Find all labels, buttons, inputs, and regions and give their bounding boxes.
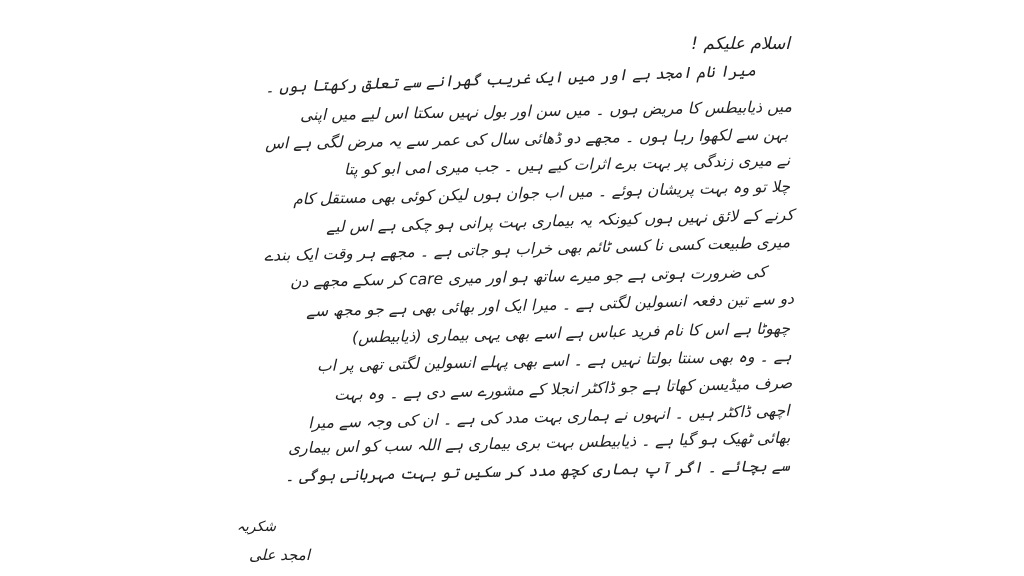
letter-signature: امجد علی [249, 546, 310, 564]
letter-line: اچھی ڈاکٹر ہیں ۔ انہوں نے ہماری بہت مدد کی ہے ۔ ان کی وجہ سے میرا [308, 401, 791, 433]
letter-line: سے بچائے ۔ اگر آپ ہماری کچھ مدد کر سکیں تو بہت مہربانی ہوگی ۔ [284, 456, 791, 486]
letter-line: چھوٹا ہے اس کا نام فرید عباس ہے اسے بھی یہی بیماری (ذیابیطس) [351, 319, 791, 347]
letter-line: میرا نام امجد ہے اور میں ایک غریب گھرانے سے تعلق رکھتا ہوں ۔ [264, 61, 757, 97]
letter-line: کی ضرورت ہوتی ہے جو میرے ساتھ ہو اور میری care کر سکے مجھے دن [289, 263, 767, 291]
letter-line: میری طبیعت کسی نا کسی ٹائم بھی خراب ہو جاتی ہے ۔ مجھے ہر وقت ایک بندے [263, 233, 791, 265]
letter-line: ہے ۔ وہ بھی سنتا بولتا نہیں ہے ۔ اسے بھی پہلے انسولین لگتی تھی پر اب [317, 347, 793, 375]
letter-line: دو سے تین دفعہ انسولین لگتی ہے ۔ میرا ایک اور بھائی بھی ہے جو مجھ سے [305, 289, 795, 321]
letter-line: بھائی ٹھیک ہو گیا ہے ۔ ذیابیطس بہت بری بیماری ہے اللہ سب کو اس بیماری [287, 428, 791, 458]
letter-greeting: اسلام علیکم ! [691, 34, 790, 54]
letter-closing: شکریہ [236, 519, 276, 535]
letter-line: بہن سے لکھوا رہا ہوں ۔ مجھے دو ڈھائی سال کی عمر سے یہ مرض لگی ہے اس [264, 125, 789, 153]
letter-line: چلا تو وہ بہت پریشان ہوئے ۔ میں اب جوان ہوں لیکن کوئی بھی مستقل کام [292, 177, 791, 209]
letter-line: کرنے کے لائق نہیں ہوں کیونکہ یہ بیماری بہت پرانی ہو چکی ہے اس لیے [325, 205, 795, 237]
letter-line: میں ذیابیطس کا مریض ہوں ۔ میں سن اور بول نہیں سکتا اس لیے میں اپنی [300, 97, 793, 125]
letter-body [236, 8, 796, 568]
letter-line: صرف میڈیسن کھاتا ہے جو ڈاکٹر انجلا کے مشورے سے دی ہے ۔ وہ بہت [333, 374, 793, 404]
letter-line: نے میری زندگی پر بہت برے اثرات کیے ہیں ۔ جب میری امی ابو کو پتا [343, 151, 791, 179]
